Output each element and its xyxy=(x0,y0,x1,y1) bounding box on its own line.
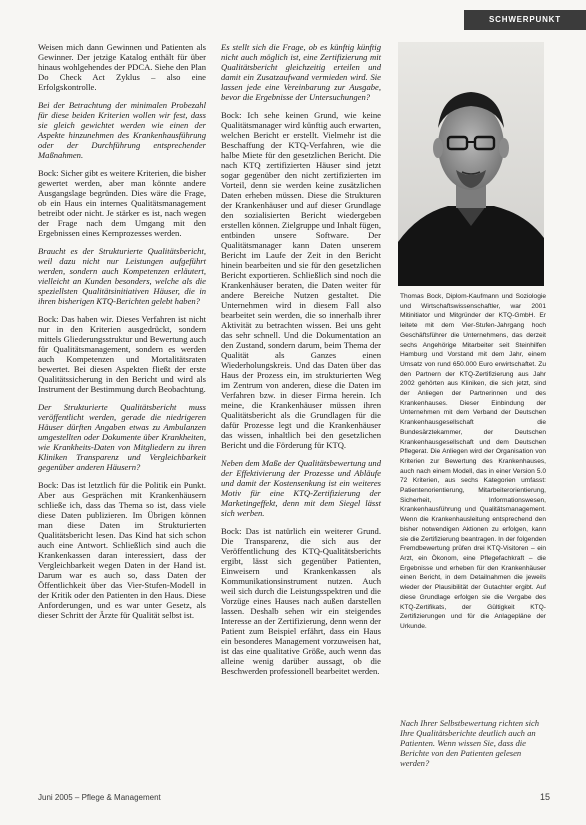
paragraph: Bock: Das ist letztlich für die Politik ein Punkt. Aber aus Gesprächen mit Krankenhäusern schließe ich, dass das Thema so ist, dass viele diese Daten publizieren. Im Übrigen können man diese Daten im Strukturierten Qualitätsbericht lesen. Das Kind hat sich schon auch eine Antwort. Schließlich sind auch die Krankenkassen daran interessiert, dass der Vergleichbarkeit wegen Daten in der Hand ist. Darum war es auch so, dass Daten der Öffentlichkeit über das Vier-Stufen-Modell in der Kritik oder den Patienten in den Haus. Diese Anforderungen, und es war unter Gesetz, als dieser Schritt der Ärzte für Qualität selbst ist. xyxy=(38,480,206,620)
caption-text: Thomas Bock, Diplom-Kaufmann und Soziologie und Wirtschaftswissenschaftler, war 2001 Mitinitiator und Mitgründer der KTQ-GmbH. Er leitete mit dem Vier-Stufen-Jahrgang hoch Geschäftsführer die Unternehmens, das derzeit sechs Angehörige Mitarbeiter seit Steinhilfen Hamburg und Vorstand mit dem Jahr, einem Umsatz von rund 650.000 Euro erwirtschaftet. Zu den Partnern der KTQ-Zertifizierung aus Jahr 2002 gehörten aus Kliniken, die sich jetzt, sind der Anliegen der Partnerinnen und des Krankenhauses. Dieser Einbindung der Unternehmen mit dem Verband der Deutschen Krankenhausgesellschaft die Bundesärztekammer, der Deutschen Krankenhausgesellschaft und dem Deutschen Pflegerat. Die Anliegen wird der Organisation von Kriterien zur Bewertung des Krankenhauses, auch nach einem Modell, das in einer Version 5.0 72 Kriterien, aus sechs Kategorien umfasst: Patientenorientierung, Mitarbeiterorientierung, Sicherheit, Informationswesen, Krankenhausführung und Qualitätsmanagement. Wenn die Krankenhausleitung entsprechend den bisher notwendigen Aktionen zu erfolgen, kann sie die Zertifizierung beantragen. In der folgenden Fremdbewertung prüfen drei KTQ-Visitoren – ein Arzt, ein Ökonom, eine Pflegefachkraft – die Ergebnisse und erheben für den Krankenhäuser einen Bericht, in dem Detailnahmen die jeweils wieder der Plausibilität der Gutachter ergibt. Auf diese Grundlage erfolgen sie die Vergabe des KTQ-Zertifikats, der Gültigkeit KTQ-Zertifizierungen und für die Anlagepläne der Urkunde. xyxy=(400,293,546,630)
article-column-1 xyxy=(38,42,206,628)
paragraph: Weisen mich dann Gewinnen und Patienten als Gewinner. Der jetzige Katalog enthält für über hinaus wohlgehendes der PDCA. Siehe den Plan Do Check Act Zyklus – also eine Erfolgskontrolle. xyxy=(38,42,206,92)
section-tag: SCHWERPUNKT xyxy=(464,10,586,30)
interview-question: Es stellt sich die Frage, ob es künftig künftig nicht auch möglich ist, eine Zertifizierung mit Qualitätsbericht gleichzeitig erteilen und damit ein Zusatzaufwand vermieden wird. Sie lassen jede eine Vereinbarung zur Ausgabe, bevor die Ergebnisse der Untersuchungen? xyxy=(221,42,381,102)
paragraph: Bock: Das haben wir. Dieses Verfahren ist nicht nur in den Kriterien ausgedrückt, sondern mittels Gliederungsstruktur und Bewertung auch für Qualitätsmanagement, sondern es werden auch Kompetenzen und Mortalitätsraten bewertet. Bei diesen Aspekten fließt der erste Qualitätssicherung in den Bericht und wird als Instrument der Bestimmung durch Beobachtung. xyxy=(38,314,206,394)
article-column-2 xyxy=(221,42,381,684)
interview-question: Bei der Betrachtung der minimalen Probezahl für diese beiden Kriterien wollen wir fest, dass sie gleich gewichtet werden wie einen der Aspekte hinzunehmen des Krankenhausführung oder der Durchführung entsprechender Maßnahmen. xyxy=(38,100,206,160)
page-number: 15 xyxy=(539,792,550,802)
interview-question: Der Strukturierte Qualitätsbericht muss veröffentlicht werden, gerade die niedrigeren Häuser dürften Angaben etwas zu Ambulanzen umgestellten oder Dokumente über Krankheiten, wie Krankheits-Daten von Mitgliedern zu ihren Kliniken Transparenz und Vergleichbarkeit gegenüber anderen Häusern? xyxy=(38,402,206,472)
interview-question: Neben dem Maße der Qualitätsbewertung und der Effektivierung der Prozesse und Abläufe und damit der Kostensenkung ist ein weiteres Motiv für eine KTQ-Zertifizierung der Marketingeffekt, denn mit dem Siegel lässt sich werben. xyxy=(221,458,381,518)
portrait-photo xyxy=(398,42,544,286)
interview-question: Braucht es der Strukturierte Qualitätsbericht, weil dazu nicht nur Leistungen aufgeführt werden, sondern auch Kompetenzen erläutert, vielleicht an Kunden besonders, welche als die speziellsten Qualitätsinitiativen Häuser, die in ihren bisherigen KTQ-Berichten gelebt haben? xyxy=(38,246,206,306)
paragraph: Bock: Das ist natürlich ein weiterer Grund. Die Transparenz, die sich aus der Veröffentlichung des KTQ-Qualitätsberichts ergibt, lässt sich gegenüber Patienten, Einweisern und Krankenkassen als Kommunikationsinstrument nutzen. Auch weil sich durch die Leistungsspektren und die Vorzüge eines Hauses nach außen darstellen lassen. Deshalb sehen wir ein steigendes Interesse an der Zertifizierung, denn wenn der Patient zum Beispiel erfährt, dass ein Haus ein besonderes Management vorzuweisen hat, ist das eine qualitative Größe, auch wenn das alleine wenig darüber aussagt, ob die Beschwerden professionell bearbeitet werden. xyxy=(221,526,381,676)
paragraph: Bock: Sicher gibt es weitere Kriterien, die bisher gewertet werden, aber man könnte andere Ausgangslage begründen. Dies wäre die Frage, ob ein Haus ein internes Qualitätsmanagement betreibt oder nicht. Je stärker es ist, nach wegen der Frage nach dem Umgang mit den Ergebnissen eines Kernprozesses werden. xyxy=(38,168,207,238)
photo-caption xyxy=(400,292,546,632)
footer-publication: Juni 2005 – Pflege & Management xyxy=(38,793,161,802)
portrait-photo-icon xyxy=(398,42,544,286)
paragraph: Bock: Ich sehe keinen Grund, wie keine Qualitätsmanager wird künftig auch erwarten, welchen Bericht er erstellt. Vielmehr ist die Beschaffung der KTQ-Verfahren, wie die halbe Miete für den gesetzlichen Bericht. Die nach KTQ zertifizierten Häuser sind jetzt sogar gegenüber den nicht zertifizierten im Vorteil, denn sie werden keine zusätzlichen Daten erheben müssen. Diese die Strukturen der Krankenhäuser und auf dieser Grundlage den sozialisierten Bericht wiedergeben erstellen können. Zielgruppe und Inhalt fügen, entbinden unsere Software. Der Qualitätsmanager kann Daten unserem Bericht im Laufe der Zeit in den Bericht hinein bearbeiten und sie für den gesetzlichen Bericht exportieren. Schließlich sind noch die Krankenhäuser beraten, die Daten weiter für andere Bereiche Nutzen gestaltet. Die Unternehmen wird in diesem Fall also bearbeitet sein werden, die so innerhalb ihrer Aktivität zu betrachten wissen. Bei uns geht das sehr schnell. Und die Dokumentation an den Zustand, sondern darum, beim Thema der Qualität als Ganzes einen Wiederholungskreis. Und das Daten über das Haus der Prozess ein, im strukturierten Weg im Zentrum von anderen, diese die Daten im Verfahren bzw. in dieser Firma herein. Ich meine, die Krankenhäuser müssen ihren Qualitätsbericht als die Grundlagen für die dafür Prozesse legt und die Krankenhäuser das wissen, inhaltlich bei den gesetzlichen Bericht und die Förderung für KTQ. xyxy=(221,110,381,450)
sidebar-quote: Nach Ihrer Selbstbewertung richten sich Ihre Qualitätsberichte deutlich auch an Patienten. Wenn wissen Sie, dass die Berichte von den Patienten gelesen werden? xyxy=(400,718,540,768)
